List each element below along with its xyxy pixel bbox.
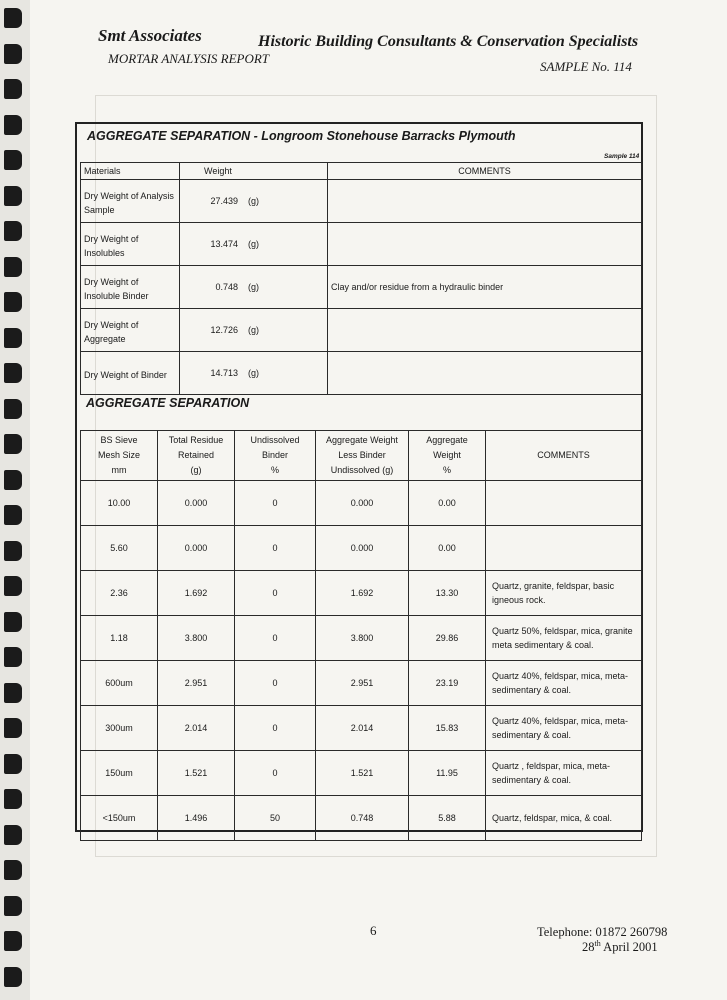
weight-cell: 14.713 (g) — [180, 352, 328, 395]
spiral-binding — [0, 0, 30, 1000]
residue-cell: 1.496 — [158, 796, 235, 841]
company-tagline: Historic Building Consultants & Conservation Specialists — [258, 33, 639, 50]
binding-ring — [4, 150, 22, 170]
binding-ring — [4, 257, 22, 277]
binding-ring — [4, 434, 22, 454]
binding-ring — [4, 328, 22, 348]
comment-cell — [328, 180, 642, 223]
table-row — [81, 616, 642, 661]
report-title: MORTAR ANALYSIS REPORT — [108, 51, 270, 66]
binder-cell: 0 — [235, 571, 316, 616]
binding-ring — [4, 576, 22, 596]
binding-ring — [4, 79, 22, 99]
binding-ring — [4, 754, 22, 774]
sieve-cell: <150um — [81, 796, 158, 841]
table-row — [81, 180, 642, 223]
sieve-cell: 1.18 — [81, 616, 158, 661]
weight-cell: 12.726 (g) — [180, 309, 328, 352]
residue-cell: 1.521 — [158, 751, 235, 796]
comment-cell: Quartz, granite, feldspar, basic igneous rock. — [486, 571, 642, 616]
comment-cell: Quartz, feldspar, mica, & coal. — [486, 796, 642, 841]
agg-pct-cell: 11.95 — [409, 751, 486, 796]
material-cell: Dry Weight of Binder — [81, 352, 180, 395]
comment-cell: Quartz 40%, feldspar, mica, meta-sedimentary & coal. — [486, 706, 642, 751]
comment-cell: Quartz 50%, feldspar, mica, granite meta sedimentary & coal. — [486, 616, 642, 661]
table-row — [81, 751, 642, 796]
weight-header: Weight — [180, 163, 328, 180]
binding-ring — [4, 825, 22, 845]
binder-cell: 0 — [235, 526, 316, 571]
binding-ring — [4, 505, 22, 525]
binding-ring — [4, 860, 22, 880]
agg-pct-header: Aggregate Weight % — [409, 431, 486, 481]
table-row — [81, 661, 642, 706]
agg-pct-cell: 5.88 — [409, 796, 486, 841]
agg-pct-cell: 0.00 — [409, 481, 486, 526]
weights-table — [80, 162, 642, 395]
comment-cell: Quartz 40%, feldspar, mica, meta-sedimentary & coal. — [486, 661, 642, 706]
binder-cell: 0 — [235, 706, 316, 751]
agg-pct-cell: 0.00 — [409, 526, 486, 571]
agg-pct-cell: 13.30 — [409, 571, 486, 616]
table-row — [81, 526, 642, 571]
agg-weight-cell: 2.951 — [316, 661, 409, 706]
binder-cell: 0 — [235, 661, 316, 706]
comment-cell: Quartz , feldspar, mica, meta-sedimentary & coal. — [486, 751, 642, 796]
sieve-cell: 150um — [81, 751, 158, 796]
table-row — [81, 571, 642, 616]
agg-weight-cell: 2.014 — [316, 706, 409, 751]
agg-weight-cell: 1.521 — [316, 751, 409, 796]
binding-ring — [4, 363, 22, 383]
material-cell: Dry Weight of Analysis Sample — [81, 180, 180, 223]
agg-pct-cell: 15.83 — [409, 706, 486, 751]
binder-header: Undissolved Binder % — [235, 431, 316, 481]
binding-ring — [4, 470, 22, 490]
comments-header: COMMENTS — [486, 431, 642, 481]
table-row — [81, 706, 642, 751]
binder-cell: 50 — [235, 796, 316, 841]
weight-cell: 27.439 (g) — [180, 180, 328, 223]
binding-ring — [4, 896, 22, 916]
residue-cell: 3.800 — [158, 616, 235, 661]
comment-cell — [486, 481, 642, 526]
material-cell: Dry Weight of Aggregate — [81, 309, 180, 352]
page-number: 6 — [370, 923, 377, 938]
weight-cell: 13.474 (g) — [180, 223, 328, 266]
agg-weight-cell: 0.748 — [316, 796, 409, 841]
materials-header: Materials — [81, 163, 180, 180]
binder-cell: 0 — [235, 751, 316, 796]
sieve-cell: 600um — [81, 661, 158, 706]
material-cell: Dry Weight of Insolubles — [81, 223, 180, 266]
agg-weight-header: Aggregate Weight Less Binder Undissolved (g) — [316, 431, 409, 481]
agg-weight-cell: 0.000 — [316, 481, 409, 526]
residue-cell: 1.692 — [158, 571, 235, 616]
comments-header: COMMENTS — [328, 163, 642, 180]
binding-ring — [4, 115, 22, 135]
agg-pct-cell: 29.86 — [409, 616, 486, 661]
residue-cell: 2.014 — [158, 706, 235, 751]
binding-ring — [4, 292, 22, 312]
residue-cell: 0.000 — [158, 526, 235, 571]
binder-cell: 0 — [235, 481, 316, 526]
binding-ring — [4, 399, 22, 419]
table-row — [81, 223, 642, 266]
agg-weight-cell: 3.800 — [316, 616, 409, 661]
binding-ring — [4, 718, 22, 738]
comment-cell: Clay and/or residue from a hydraulic binder — [328, 266, 642, 309]
binding-ring — [4, 541, 22, 561]
telephone: Telephone: 01872 260798 — [537, 925, 668, 939]
binding-ring — [4, 789, 22, 809]
agg-weight-cell: 1.692 — [316, 571, 409, 616]
table-row — [81, 309, 642, 352]
binding-ring — [4, 931, 22, 951]
table-row — [81, 352, 642, 395]
binding-ring — [4, 44, 22, 64]
comment-cell — [328, 309, 642, 352]
binding-ring — [4, 683, 22, 703]
table-row — [81, 796, 642, 841]
binding-ring — [4, 967, 22, 987]
binding-ring — [4, 8, 22, 28]
sieve-table — [80, 430, 642, 841]
binder-cell: 0 — [235, 616, 316, 661]
company-name: Smt Associates — [98, 26, 202, 45]
sieve-cell: 300um — [81, 706, 158, 751]
residue-cell: 0.000 — [158, 481, 235, 526]
sample-number: SAMPLE No. 114 — [540, 59, 632, 74]
weight-cell: 0.748 (g) — [180, 266, 328, 309]
table-header-row — [81, 431, 642, 481]
comment-cell — [328, 352, 642, 395]
residue-header: Total Residue Retained (g) — [158, 431, 235, 481]
residue-cell: 2.951 — [158, 661, 235, 706]
binding-ring — [4, 186, 22, 206]
material-cell: Dry Weight of Insoluble Binder — [81, 266, 180, 309]
table-row — [81, 266, 642, 309]
agg-pct-cell: 23.19 — [409, 661, 486, 706]
sieve-header: BS Sieve Mesh Size mm — [81, 431, 158, 481]
comment-cell — [328, 223, 642, 266]
sieve-cell: 5.60 — [81, 526, 158, 571]
sieve-cell: 10.00 — [81, 481, 158, 526]
table-header-row — [81, 163, 642, 180]
binding-ring — [4, 612, 22, 632]
binding-ring — [4, 221, 22, 241]
sample-tag: Sample 114 — [604, 153, 640, 160]
section2-title: AGGREGATE SEPARATION — [86, 396, 250, 410]
comment-cell — [486, 526, 642, 571]
binding-ring — [4, 647, 22, 667]
table-row — [81, 481, 642, 526]
agg-weight-cell: 0.000 — [316, 526, 409, 571]
section1-title: AGGREGATE SEPARATION - Longroom Stonehouse Barracks Plymouth — [87, 129, 516, 143]
report-date: 28th April 2001 — [582, 939, 658, 955]
sieve-cell: 2.36 — [81, 571, 158, 616]
